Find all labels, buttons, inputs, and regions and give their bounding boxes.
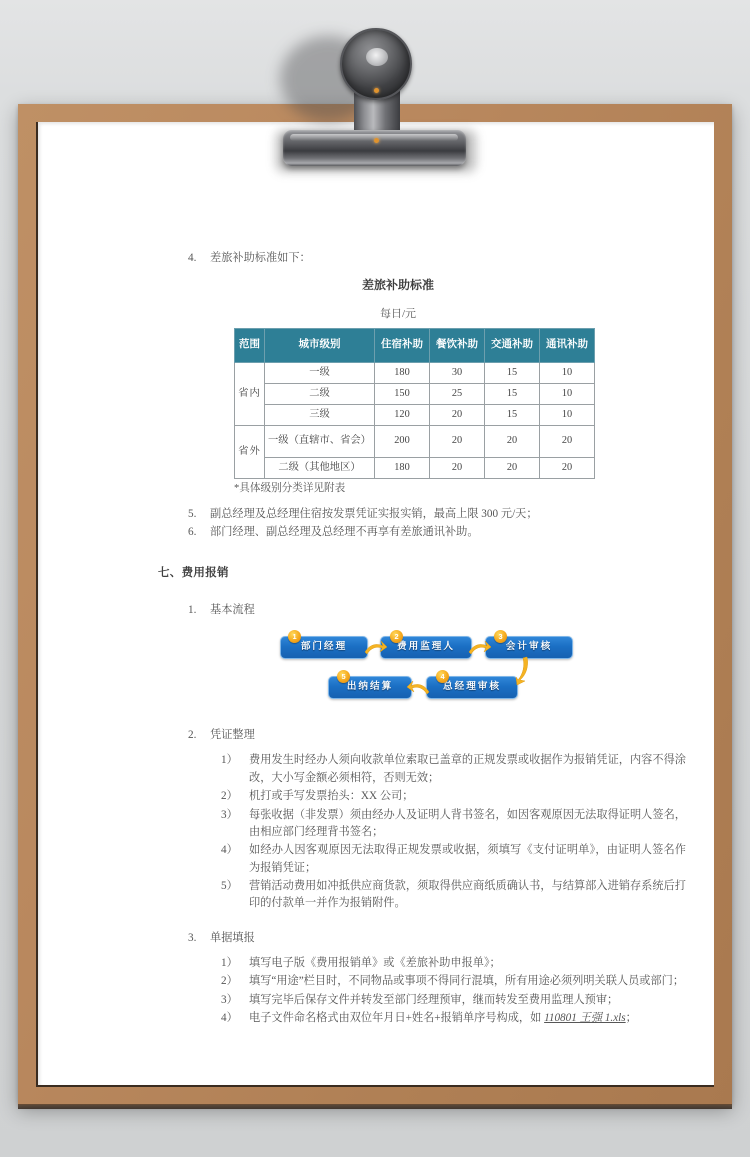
table-cell-transport: 20: [485, 425, 540, 457]
list-item-number: 1）: [221, 957, 238, 970]
list-item-text: 填写“用途”栏目时，不同物品或事项不得同行混填，所有用途必须列明关联人员或部门；: [249, 975, 685, 988]
list-item-number: 2）: [221, 975, 238, 988]
list-item: [221, 973, 686, 990]
table-cell-meals: 20: [430, 404, 485, 425]
list-item-text: 每张收据（非发票）须由经办人及证明人背书签名，如因客观原因无法取得证明人签名，由相应部门经理背书签名；: [249, 808, 686, 838]
clipboard-bottom-edge: [18, 1104, 732, 1109]
table-cell-meals: 20: [430, 457, 485, 478]
filename-example: 110801 王强 1.xls: [544, 1012, 626, 1025]
document-paper: [38, 122, 714, 1085]
list-item: [221, 992, 686, 1009]
list-item-number: 2.: [188, 729, 197, 742]
table-cell-city: 一级（直辖市、省会）: [265, 425, 375, 457]
table-cell-transport: 20: [485, 457, 540, 478]
table-cell-comms: 20: [540, 457, 595, 478]
table-cell-transport: 15: [485, 383, 540, 404]
list-item-number: 6.: [188, 525, 197, 538]
list-item-text: 如经办人因客观原因无法取得正规发票或收据，须填写《支付证明单》，由证明人签名作为报销凭证；: [249, 844, 686, 874]
table-footnote: *具体级别分类详见附表: [234, 482, 346, 494]
flow-step-badge-2: 2: [390, 630, 403, 643]
table-header-cell: 餐饮补助: [430, 329, 485, 363]
list-item-text: 机打或手写发票抬头：XX 公司；: [249, 790, 414, 803]
table-cell-lodging: 180: [375, 457, 430, 478]
table-row: [235, 363, 595, 384]
flow-step-label: 费用监理人: [397, 641, 455, 653]
table-header-cell: 住宿补助: [375, 329, 430, 363]
table-header-cell: 范围: [235, 329, 265, 363]
table-row: [235, 425, 595, 457]
table-unit-label: 每日/元: [379, 307, 417, 320]
list-item-number: 4）: [221, 844, 238, 857]
list-item: [221, 842, 686, 877]
table-row: [235, 457, 595, 478]
table-cell-city: 一级: [265, 363, 375, 384]
list-item: [188, 727, 680, 744]
table-cell-city: 三级: [265, 404, 375, 425]
list-item: [188, 930, 680, 947]
list-item-text: 营销活动费用如冲抵供应商货款，须取得供应商纸质确认书，与结算部入进销存系统后打印的付款单一并作为报销附件。: [249, 879, 686, 910]
clipboard-board: [18, 104, 732, 1105]
table-cell-scope: 省外: [235, 425, 265, 478]
list-item: [221, 788, 686, 805]
flow-step-badge-5: 5: [337, 670, 350, 683]
table-cell-city: 二级（其他地区）: [265, 457, 375, 478]
list-item-text: 填写电子版《费用报销单》或《差旅补助申报单》；: [249, 957, 501, 970]
reimbursement-flowchart: [38, 631, 714, 719]
list-item-text-tail: ；: [625, 1012, 637, 1025]
table-cell-meals: 20: [430, 425, 485, 457]
list-item-text-composite: [249, 1010, 686, 1027]
table-cell-lodging: 180: [375, 363, 430, 384]
flow-step-label: 出纳结算: [346, 681, 394, 693]
list-item: [221, 955, 686, 972]
list-item-text: 凭证整理: [210, 729, 255, 742]
table-cell-comms: 10: [540, 404, 595, 425]
flow-arrow-2-to-3: [468, 639, 492, 657]
list-item-text: 基本流程: [210, 603, 255, 616]
list-item: [221, 878, 686, 913]
flow-step-badge-1: 1: [288, 630, 301, 643]
list-item-number: 3.: [188, 931, 197, 944]
table-cell-comms: 20: [540, 425, 595, 457]
list-item: [221, 1010, 686, 1027]
list-item-number: 4）: [221, 1012, 238, 1025]
list-item: [188, 506, 680, 523]
table-cell-comms: 10: [540, 363, 595, 384]
table-cell-meals: 30: [430, 363, 485, 384]
flow-arrow-3-to-4: [513, 656, 533, 686]
list-item-number: 3）: [221, 808, 238, 821]
flow-step-badge-4: 4: [436, 670, 449, 683]
table-cell-lodging: 120: [375, 404, 430, 425]
list-item: [221, 807, 686, 842]
list-item: [188, 524, 680, 541]
table-row: [235, 383, 595, 404]
table-header-cell: 通讯补助: [540, 329, 595, 363]
list-item-number: 5.: [188, 508, 197, 521]
list-item-number: 4.: [188, 252, 197, 264]
list-item-text: 费用发生时经办人须向收款单位索取已盖章的正规发票或收据作为报销凭证，内容不得涂改，大小写金额必须相符，否则无效；: [249, 754, 686, 784]
flow-step-label: 会计审核: [505, 641, 553, 653]
list-item: [221, 752, 686, 787]
flow-step-label: 部门经理: [300, 641, 348, 653]
list-item: [188, 602, 680, 619]
list-item-text: 填写完毕后保存文件并转发至部门经理预审，继而转发至费用监理人预审；: [249, 993, 619, 1006]
list-item-number: 3）: [221, 993, 238, 1006]
table-row: [235, 404, 595, 425]
table-cell-meals: 25: [430, 383, 485, 404]
list-item-text: 电子文件命名格式由双位年月日+姓名+报销单序号构成，如: [249, 1012, 545, 1025]
list-item-text: 单据填报: [210, 931, 255, 944]
table-cell-city: 二级: [265, 383, 375, 404]
table-title: 差旅补助标准: [361, 278, 434, 293]
list-item-text: 部门经理、副总经理及总经理不再享有差旅通讯补助。: [210, 525, 479, 538]
table-cell-scope: 省内: [235, 363, 265, 426]
table-cell-lodging: 200: [375, 425, 430, 457]
table-cell-transport: 15: [485, 404, 540, 425]
section-heading: 七、费用报销: [158, 566, 229, 579]
table-cell-lodging: 150: [375, 383, 430, 404]
list-item-number: 5）: [221, 879, 238, 892]
list-item-text: 差旅补助标准如下：: [210, 252, 311, 264]
table-header-cell: 城市级别: [265, 329, 375, 363]
list-item-number: 2）: [221, 790, 238, 803]
table-header-cell: 交通补助: [485, 329, 540, 363]
document-content: [38, 122, 714, 1085]
list-item: [188, 250, 680, 267]
flow-step-badge-3: 3: [494, 630, 507, 643]
list-item-text: 副总经理及总经理住宿按发票凭证实报实销，最高上限 300 元/天；: [210, 508, 538, 521]
list-item-number: 1）: [221, 754, 238, 767]
table-header-row: [235, 329, 595, 363]
table-cell-comms: 10: [540, 383, 595, 404]
table-cell-transport: 15: [485, 363, 540, 384]
travel-allowance-table: [234, 328, 595, 479]
flow-step-label: 总经理审核: [443, 681, 501, 693]
list-item-number: 1.: [188, 603, 197, 616]
flow-arrow-1-to-2: [364, 639, 388, 657]
flow-arrow-4-to-5: [406, 680, 430, 697]
